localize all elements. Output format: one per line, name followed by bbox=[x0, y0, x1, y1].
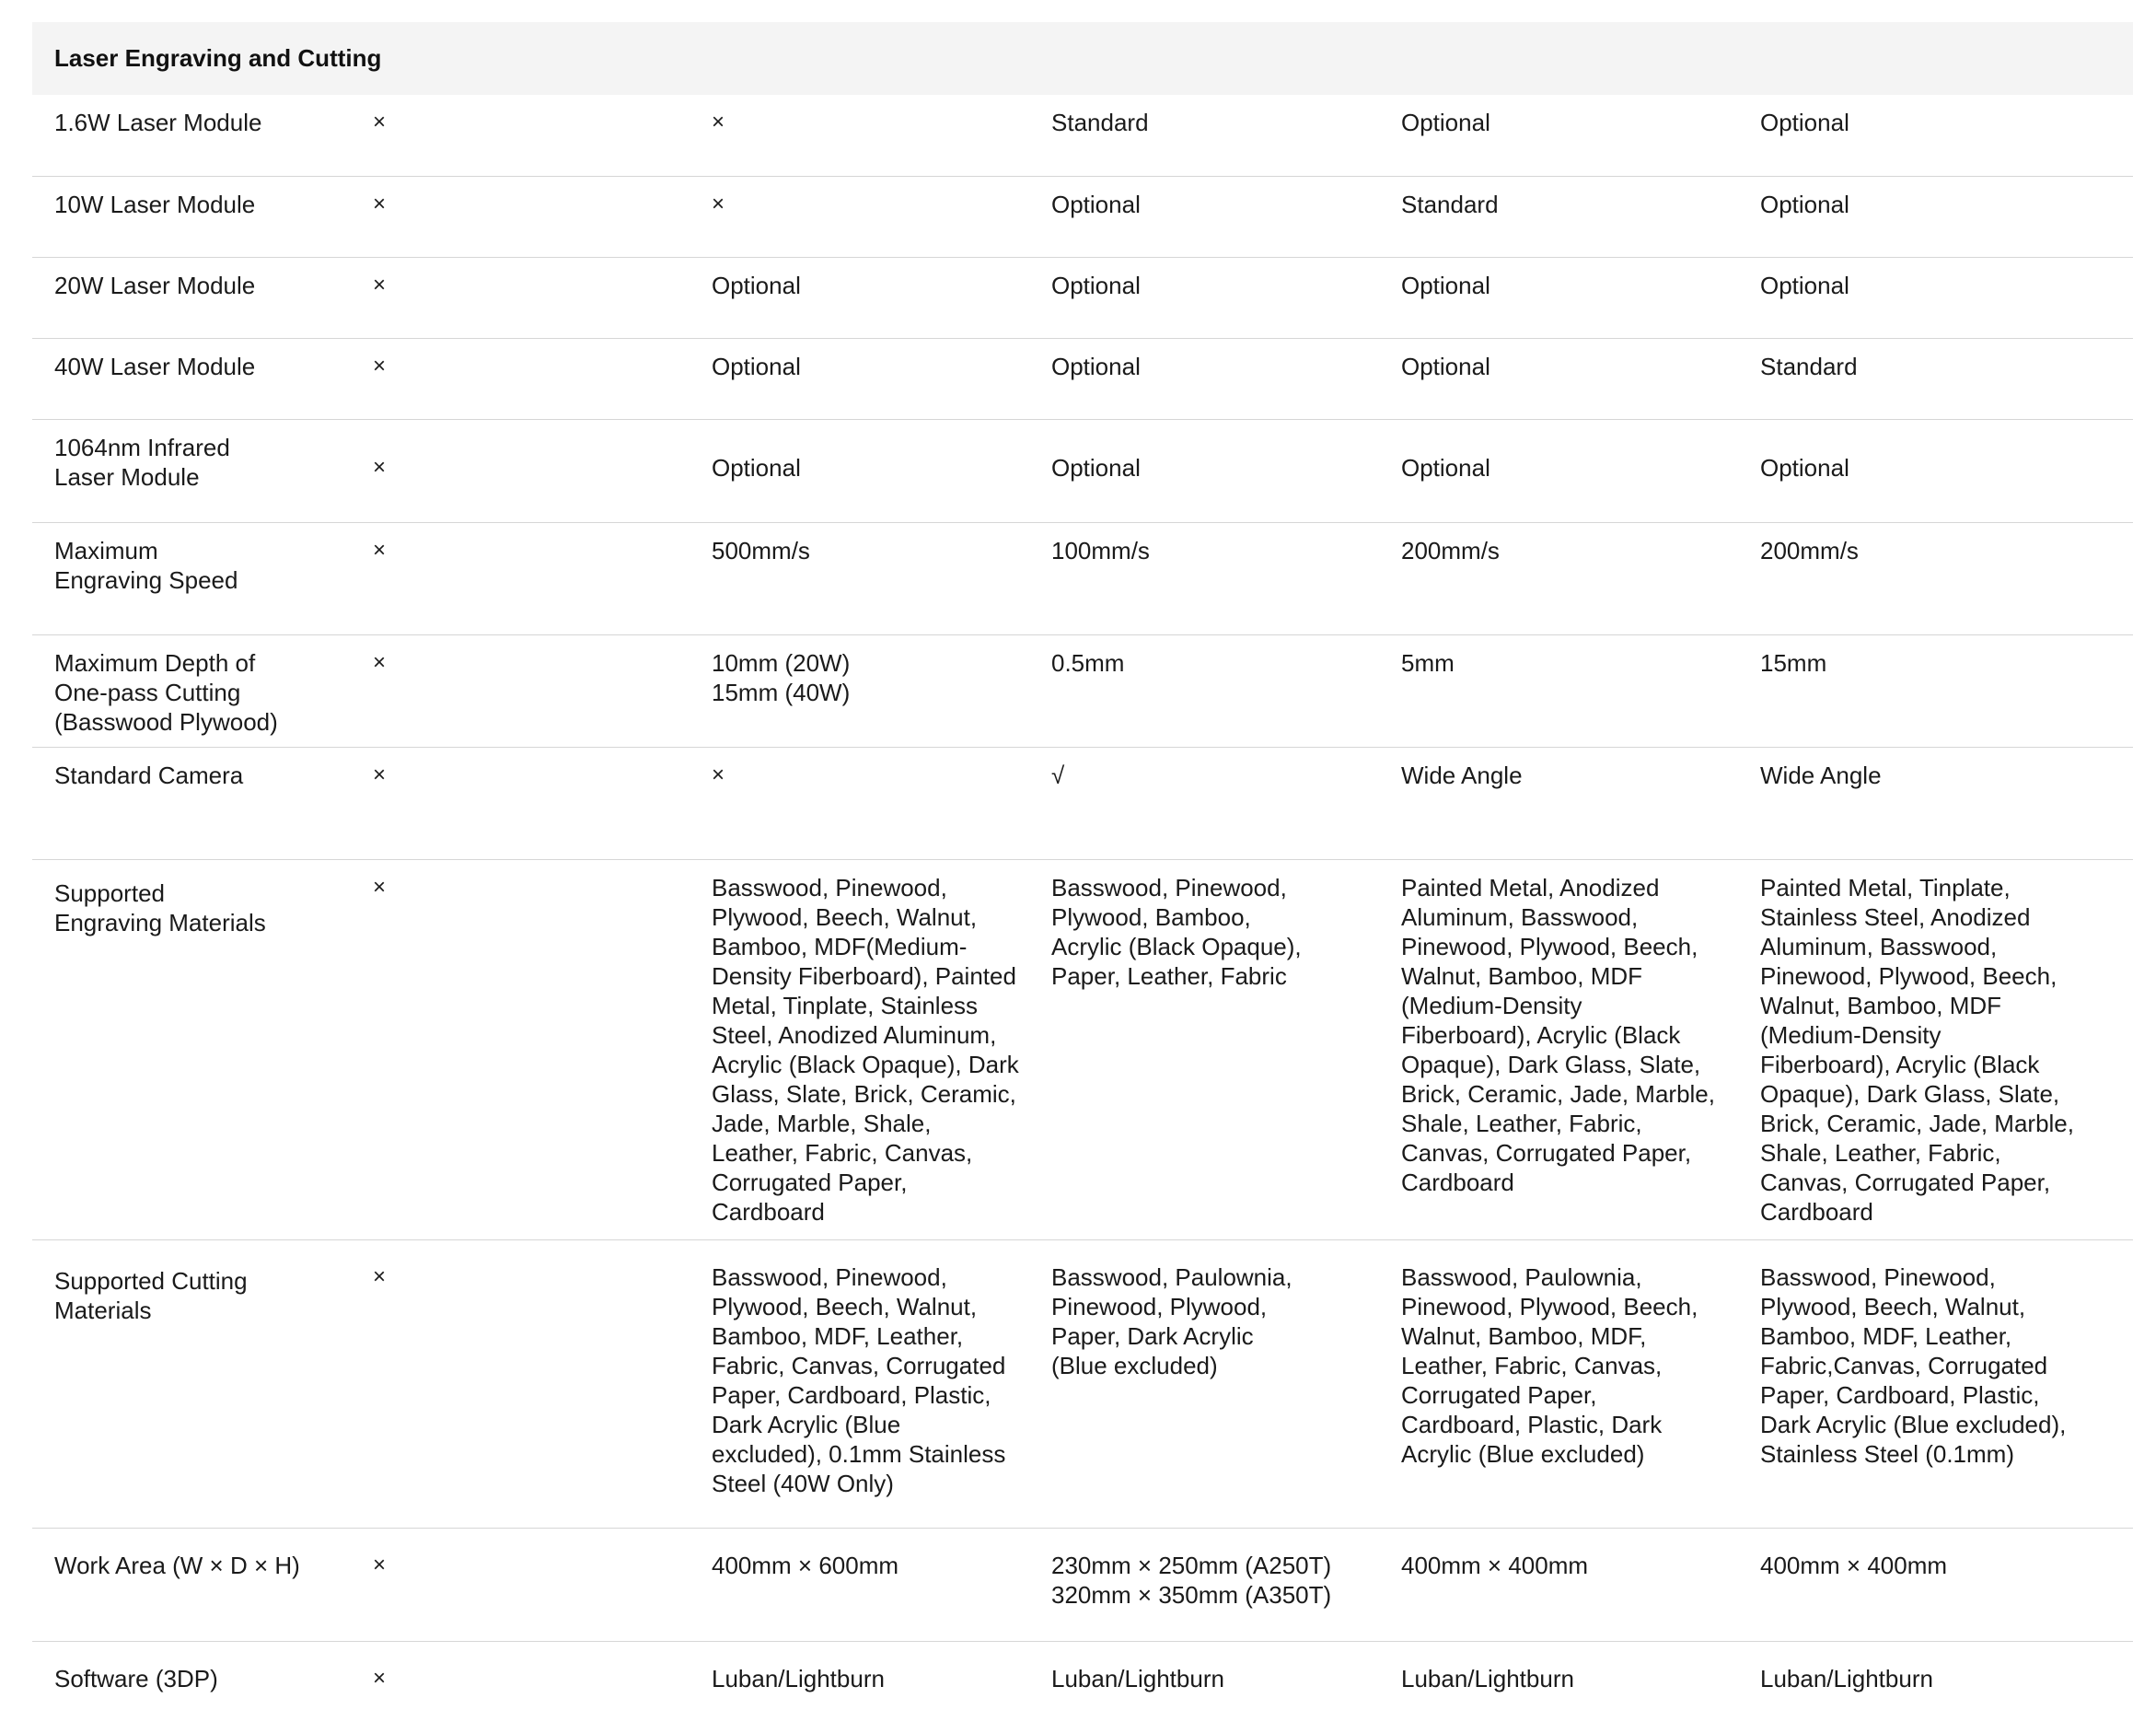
row-label: Software (3DP) bbox=[54, 1664, 218, 1692]
cell-col-3: √ bbox=[1051, 747, 1401, 859]
cell-col-2: Optional bbox=[712, 257, 1051, 338]
cell-col-2: × bbox=[712, 176, 1051, 257]
cell-col-3: Optional bbox=[1051, 419, 1401, 522]
cell-col-4: 400mm × 400mm bbox=[1401, 1528, 1760, 1641]
cell-col-5: 400mm × 400mm bbox=[1760, 1528, 2133, 1641]
row-label: 10W Laser Module bbox=[32, 176, 373, 257]
cell-col-4: Optional bbox=[1401, 257, 1760, 338]
cell-col-1: × bbox=[373, 859, 712, 1239]
cell-col-4: Optional bbox=[1401, 95, 1760, 176]
cell-col-4: 200mm/s bbox=[1401, 522, 1760, 634]
cell-col-1: × bbox=[373, 338, 712, 419]
table-row bbox=[32, 419, 2133, 522]
cell-col-5: Wide Angle bbox=[1760, 747, 2133, 859]
cell-col-3: Optional bbox=[1051, 176, 1401, 257]
table-row bbox=[32, 257, 2133, 338]
cell-col-5: Luban/Lightburn bbox=[1760, 1664, 1933, 1692]
cell-col-3: Basswood, Paulownia, Pinewood, Plywood, Paper, Dark Acrylic (Blue excluded) bbox=[1051, 1239, 1401, 1528]
row-label: Maximum Depth of One-pass Cutting (Basswood Plywood) bbox=[32, 634, 373, 747]
cell-col-1: × bbox=[373, 95, 712, 176]
cell-col-4: Luban/Lightburn bbox=[1401, 1664, 1574, 1692]
table-row bbox=[32, 1528, 2133, 1641]
table-row bbox=[32, 859, 2133, 1239]
table-row bbox=[32, 1641, 2133, 1733]
cell-col-3: 0.5mm bbox=[1051, 634, 1401, 747]
section-header bbox=[32, 22, 2133, 95]
row-label: 1064nm Infrared Laser Module bbox=[32, 419, 373, 522]
table-row bbox=[32, 522, 2133, 634]
spec-table-section bbox=[32, 22, 2133, 1733]
cell-col-2: Basswood, Pinewood, Plywood, Beech, Walnut, Bamboo, MDF, Leather, Fabric, Canvas, Corrugated Paper, Cardboard, Plastic, Dark Acrylic (Blue excluded), 0.1mm Stainless Steel (40W Only) bbox=[712, 1239, 1051, 1528]
cell-col-5: Standard bbox=[1760, 338, 2133, 419]
cell-col-3: Basswood, Pinewood, Plywood, Bamboo, Acrylic (Black Opaque), Paper, Leather, Fabric bbox=[1051, 859, 1401, 1239]
cell-col-5: Optional bbox=[1760, 257, 2133, 338]
table-row bbox=[32, 1239, 2133, 1528]
cell-col-1: × bbox=[373, 1239, 712, 1528]
section-title: Laser Engraving and Cutting bbox=[54, 44, 382, 72]
cell-col-5: Optional bbox=[1760, 419, 2133, 522]
spec-table bbox=[32, 95, 2133, 1733]
cell-col-3: 100mm/s bbox=[1051, 522, 1401, 634]
cell-col-1: × bbox=[373, 257, 712, 338]
table-row bbox=[32, 95, 2133, 176]
spec-table-body bbox=[32, 95, 2133, 1733]
row-label: Maximum Engraving Speed bbox=[32, 522, 373, 634]
cell-col-5: Optional bbox=[1760, 95, 2133, 176]
cell-col-3: Optional bbox=[1051, 257, 1401, 338]
cell-col-1: × bbox=[373, 1665, 387, 1691]
cell-col-4: Basswood, Paulownia, Pinewood, Plywood, Beech, Walnut, Bamboo, MDF, Leather, Fabric, Canvas, Corrugated Paper, Cardboard, Plastic, Dark Acrylic (Blue excluded) bbox=[1401, 1239, 1760, 1528]
table-row bbox=[32, 634, 2133, 747]
cell-col-5: Basswood, Pinewood, Plywood, Beech, Walnut, Bamboo, MDF, Leather, Fabric,Canvas, Corrugated Paper, Cardboard, Plastic, Dark Acrylic (Blue excluded), Stainless Steel (0.1mm) bbox=[1760, 1239, 2133, 1528]
row-label: 20W Laser Module bbox=[32, 257, 373, 338]
cell-col-1: × bbox=[373, 176, 712, 257]
row-label: Standard Camera bbox=[32, 747, 373, 859]
cell-col-5: 200mm/s bbox=[1760, 522, 2133, 634]
cell-col-3: Standard bbox=[1051, 95, 1401, 176]
cell-col-2: 500mm/s bbox=[712, 522, 1051, 634]
cell-col-4: Painted Metal, Anodized Aluminum, Basswood, Pinewood, Plywood, Beech, Walnut, Bamboo, MDF (Medium-Density Fiberboard), Acrylic (Black Opaque), Dark Glass, Slate, Brick, Ceramic, Jade, Marble, Shale, Leather, Fabric, Canvas, Corrugated Paper, Cardboard bbox=[1401, 859, 1760, 1239]
cell-col-2: × bbox=[712, 95, 1051, 176]
cell-col-5: Optional bbox=[1760, 176, 2133, 257]
cell-col-2: 400mm × 600mm bbox=[712, 1528, 1051, 1641]
cell-col-3: Optional bbox=[1051, 338, 1401, 419]
table-row bbox=[32, 176, 2133, 257]
row-label: Supported Cutting Materials bbox=[32, 1239, 373, 1528]
row-label: Supported Engraving Materials bbox=[32, 859, 373, 1239]
cell-col-4: 5mm bbox=[1401, 634, 1760, 747]
cell-col-1: × bbox=[373, 1528, 712, 1641]
cell-col-2: Optional bbox=[712, 338, 1051, 419]
cell-col-2: Luban/Lightburn bbox=[712, 1664, 885, 1692]
cell-col-4: Optional bbox=[1401, 338, 1760, 419]
row-label: 40W Laser Module bbox=[32, 338, 373, 419]
table-row bbox=[32, 747, 2133, 859]
cell-col-5: Painted Metal, Tinplate, Stainless Steel, Anodized Aluminum, Basswood, Pinewood, Plywood, Beech, Walnut, Bamboo, MDF (Medium-Density Fiberboard), Acrylic (Black Opaque), Dark Glass, Slate, Brick, Ceramic, Jade, Marble, Shale, Leather, Fabric, Canvas, Corrugated Paper, Cardboard bbox=[1760, 859, 2133, 1239]
row-label: Work Area (W × D × H) bbox=[32, 1528, 373, 1641]
cell-col-1: × bbox=[373, 522, 712, 634]
cell-col-4: Wide Angle bbox=[1401, 747, 1760, 859]
cell-col-2: Basswood, Pinewood, Plywood, Beech, Walnut, Bamboo, MDF(Medium- Density Fiberboard), Painted Metal, Tinplate, Stainless Steel, Anodized Aluminum, Acrylic (Black Opaque), Dark Glass, Slate, Brick, Ceramic, Jade, Marble, Shale, Leather, Fabric, Canvas, Corrugated Paper, Cardboard bbox=[712, 859, 1051, 1239]
row-label: 1.6W Laser Module bbox=[32, 95, 373, 176]
cell-col-1: × bbox=[373, 634, 712, 747]
cell-col-3: Luban/Lightburn bbox=[1051, 1664, 1224, 1692]
table-row bbox=[32, 338, 2133, 419]
cell-col-2: 10mm (20W) 15mm (40W) bbox=[712, 634, 1051, 747]
cell-col-1: × bbox=[373, 747, 712, 859]
cell-col-4: Standard bbox=[1401, 176, 1760, 257]
cell-col-1: × bbox=[373, 419, 712, 522]
cell-col-4: Optional bbox=[1401, 419, 1760, 522]
cell-col-2: × bbox=[712, 747, 1051, 859]
cell-col-2: Optional bbox=[712, 419, 1051, 522]
cell-col-5: 15mm bbox=[1760, 634, 2133, 747]
cell-col-3: 230mm × 250mm (A250T) 320mm × 350mm (A350T) bbox=[1051, 1528, 1401, 1641]
